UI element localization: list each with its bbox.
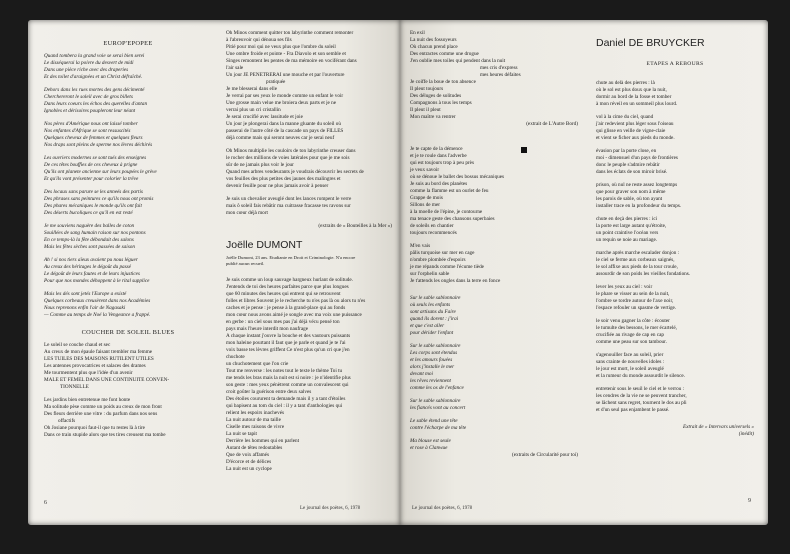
stanza: le soir venu gagner la côte : écouter le tumulte des bessons, le mer écartelé, crucifiée au rivage de cap en cap comme une peau sur son tambour. [596, 318, 677, 345]
stanza: prison, où nul ne reste assez longtemps que pour graver son nom à même les parois de sable, où ton ayant installer trace en la profondeur du temps. [596, 182, 682, 209]
stanza: Je te capte de la démence et je te roule dans l'adverbe qui est toujours trop à peu près je veux savoir où se dénoue le ballet des bossus mécaniques Je suis au bord des planètes comme la flamme est un ourlet de feu Grappe de mois Sillons de mer à la moelle de l'épine, je contourne ma tenace geste des chansons superbaies de soleils en chantier toujours recommencés [410, 146, 505, 236]
stanza: s'agenouiller face au soleil, prier sans crainte de nouvelles idoles : le jour est mort, le soleil aveuglé et la rumeur du monde assourdit le silence. [596, 352, 686, 379]
author-name: Joëlle DUMONT [226, 239, 303, 251]
author-bio: Joëlle Dumont, 23 ans. Etudiante en Droit et Criminologie. N'a encore publié aucun recueil. [226, 255, 356, 266]
page-footer: Le journal des poètes, 6, 1978 [412, 506, 473, 511]
stanza: Des locaux sans parure se les anneés des partis Des phrases sans peintures ce qu'ils nous ont promis Des phares mécaniques le monde qu'ils ont fait Des déserts bucoliques ce qu'il en est resté [44, 189, 154, 216]
stanza: Oh Minos comment quitter ton labyrinthe comment remonter à l'abreuvoir qui dénoua ses fils Pitié pour moi qui ne veux plus que l'ombre du soleil Une ombre froide et pointe - Fra Diavolo et son semble et Singes remontent les pentes de ma mémoire en vociférant dans l'air sale Un jour JE PENETRERAI une mouche et par l'ouverture pratiquée Je me blesserai dans elle Je verrai par ses yeux le monde comme un enfant le voir Une grosse main velue me broiera deux parts et je ne verrai plus un cri cristallin Je serai crucifié avec lassitude et joie Un jour je plongerai dans la manne gluante du soleil où passerai de l'autre côté de la cascade un pays de FILLES déjà comme mais qui seront neuves car je serai neuf [226, 30, 357, 141]
poem-title: EUROP'EPOPEE [103, 40, 153, 47]
stanza: Ma blouse est seule et rose à Clanwue [410, 438, 451, 451]
section-separator-square [521, 147, 527, 153]
stanza: chute au delà des pierres : là où le sol est plus doux que la nuit, dormir au bord de la fosse et tomber à mon réveil en un sommeil plus lourd. [596, 80, 678, 107]
source-note: (extraits de Circularité pour toi) [512, 452, 578, 458]
stanza: Les jardins bien entretenue me font honte Ma solitude pèse comme un poids au creux de mon front Des fleurs derrière une vitre : du parfum dans nos sens offactifs Oh Josiane pourquoi faut-il que tu restes là à tire Dans ce train stupide alors que tes tires creusent ma tombe [44, 397, 166, 438]
page-number: 6 [44, 500, 47, 506]
column-3 [410, 30, 578, 459]
stanza: Dehors dans les rues mortes des gens décimenté Cherchereront le soleil avec de gros billets Dans leurs coeurs les échos des querelles d'antan Ignobles et dérisoires poupleront leur néant [44, 87, 148, 114]
stanza: Quand tombera la grand voie se serai bien serei Le disséquerai la poivre du desvert de midi Dans une pièce riche avec des draperies Et des toilet d'araignées et un Christ défraîché. [44, 53, 145, 80]
stanza: Sur le sable sablonnaire où seuls les enfants sont artisans du Faire quand ils dorent : j'irai et que c'est aller pour dérider l'enfant [410, 295, 461, 336]
source-note: (inédit) [738, 431, 754, 437]
stanza: vol à la cime du ciel, quand j'air redevient plus léger sous l'oiseau qui glisse en veille de vigne-claie et vient se ficher aux pieds du monde. [596, 114, 675, 141]
stanza: Sur le sable sablonnaire Les corps sont étendus et les amours fouées alors j'installe le mer devant moi les rêves reviennent comme les os de l'enfance [410, 343, 464, 391]
stanza: lever les yeux au ciel : voir le phare se visser au sein de la nuit, l'ombre se tordre autour de l'axe noir, l'espace refouler un spasme de vertige. [596, 284, 677, 311]
stanza: Le soleil se couche chaud et sec Au creux de mon épaule faisant trembler ma femme LES TUILES DES MAISONS RUTILENT UTILES Les antennes provocatrices et salaces des drames Me tourmentent plus que l'idée d'un avenir MALE ET FEMEL DANS UNE CONTINUITE CONVEN- TIONNELLE [44, 342, 170, 390]
stanza: Mais les dés sont jetés l'Europe a existé Quelques corbeaux creusèrent dans nos Académies Nous reprenons enfin l'air de Nagasaki — Comme au temps de Noé la Vengeance a frappé. [44, 291, 151, 318]
stanza: M'en vais pâlis turquoise sur mer en cage n'ombre plombée d'espoirs je me répands comme l'écume tiède sur l'orphelin sable Je t'attends les ongles dans la terre en fonce [410, 243, 501, 284]
source-note: (extrait de L'Autre Bord) [526, 121, 578, 127]
poem-title: ETAPES A REBOURS [646, 61, 704, 67]
stanza: En exil La nuit des fossoyeurs Où chacun prend place Des entractes comme une drogue J'en oublie mes toiles qui pendent dans la nuit mes cris d'express mes heures défaites Je coiffe la boue de ton absence Il pleut toujours Des déluges de solitudes Compagnons à tous les temps Il pleut il pleut Mon maître va rentrer [410, 30, 521, 120]
stanza: entretenir sous le seuil le ciel et le verrou : les cendres de la vie ne se peuvent trancher, se lâchent sans regret, tournent le dos au pli et d'un seul pas enjambent le passé. [596, 386, 687, 413]
column-1 [44, 40, 212, 439]
stanza: marche après marche escalader donjon : le ciel se ferme aux corbeaux saignés, le sol affixe aux pieds de la tour croule, assourdir de son poids les vieilles fondations. [596, 250, 691, 277]
source-note: (extraits de « Bouteilles à la Mer ») [318, 223, 392, 229]
stanza: Le sable étend une tête contre l'écharpe de ma tête [410, 418, 467, 431]
page-footer: Le journal des poètes, 6, 1978 [300, 506, 361, 511]
stanza: chute en deçà des pierres : ici la porte est large autant qu'étroite, un point craintive l'océan vers un requin se noie au mariage. [596, 216, 667, 243]
author-name: Daniel DE BRUYCKER [596, 37, 705, 49]
column-2 [226, 30, 392, 473]
stanza: Sur le sable sablonnaire les fiancés vont au concert [410, 398, 466, 411]
stanza: évasion par la porte close, en moi - dimensuel d'un pays de frontières donc le peuple s'admire rebâtir dans les éclats de son miroir brisé. [596, 148, 678, 175]
poem-title: COUCHER DE SOLEIL BLUES [81, 329, 175, 336]
stanza: Je suis un chevalier aveuglé dont les lances rompent le verre mais ô soleil fais rebâtir ma cuitrasse fracasse tes ravons sur mon cœur déjà mort [226, 196, 352, 216]
stanza: Je me souviens naguère des balles de coton Souillées de sang humain raison sur nos pontons En ce temps-là la fête débondait des salons Mais les fêtes sèches sont passées de saison [44, 223, 146, 250]
source-note: Extrait de « Intervars universels » [682, 424, 754, 430]
stanza: Oh Minos multiplie les couloirs de ton labyrinthe creuser dans le rocher des millions de voies latérales pour que je me sois sûr de ne jamais plus voir le jour Quand mes arbres vendeurants je voudrais découvrir les secrets de vos feuilles des plus petites des jaunes des malingres et devenir feuille pour ne plus jamais avoir à penser [226, 148, 364, 189]
page-number: 9 [748, 498, 751, 504]
stanza: Ah ! si nos tiers aïeux avaient pu nous léguer Au creux des héritages le dégoût du passé Le dégoût de leurs fautes et de leurs injustices Pour que nos mondes déhoppent à le rital supplice [44, 257, 150, 284]
poem-body: Je suis comme un loup sauvage hargneux hurlant de solitude. J'entends de toi des heures parfaites parce que plus longues que 60 minutes des heures qui entrent qui se retrouvent folles et libres Souvent je le recherche tu n'es pas là ou alors tu n'es caches et je pense : je pense à la grand-place qui au fonds mon cœur nous avons aimé je songle avec ma voix une puissance en gerbe : un ciel sous mes pas j'ai déjà vécu pensé ton pays mais l'heure interdit mon naufrage A chaque instant j'ouvre la bouche et des vautours puissants mon haleine pourtant il faut que je parle et quand je te l'ai voix basse tes lèvres griffent Ce n'est plus qu'un cri que j'en chuchote un chuchotement que l'on crie Tout me renverse : les notes tout le texte le thème Toi tu me tends les bras mais la nuit est si noire : je n'identifie plus son geste : mes yeux pénètrent comme un convalescent qui croit goûter la guérison entre deux salves Des étoiles coururent ta demande mais il y a tant d'étoiles qui bapisent au tom du ciel : il y a tant d'anthologies qui relient les espoirs inachevés La nuit autour de ma taille Ciselle mes raisons de vivre La nuit se tapit Derrière les hommes qui en parlent Autant de têtes redoutables Que de voix affamés D'écorce et de délices La nuit est un cyclope [226, 277, 366, 472]
stanza: Nos pères d'Amérique nous ont laissé tomber Nos enfantes d'Afrique se sont ressuscités Quelques cheveux de femmes et quelques fleurs Nos draps sont pleins de sperme nos lèvres déchirés [44, 121, 153, 148]
stanza: Les ouvriers modernes se sont tués des enseignes De ces têtes bouffies de ces cheveux à prigne Qu'ils ont planete ancienne sur leurs poupées le grève Et qu'ils vont présenter pour colorier la trêve [44, 155, 157, 182]
column-4 [596, 37, 754, 438]
